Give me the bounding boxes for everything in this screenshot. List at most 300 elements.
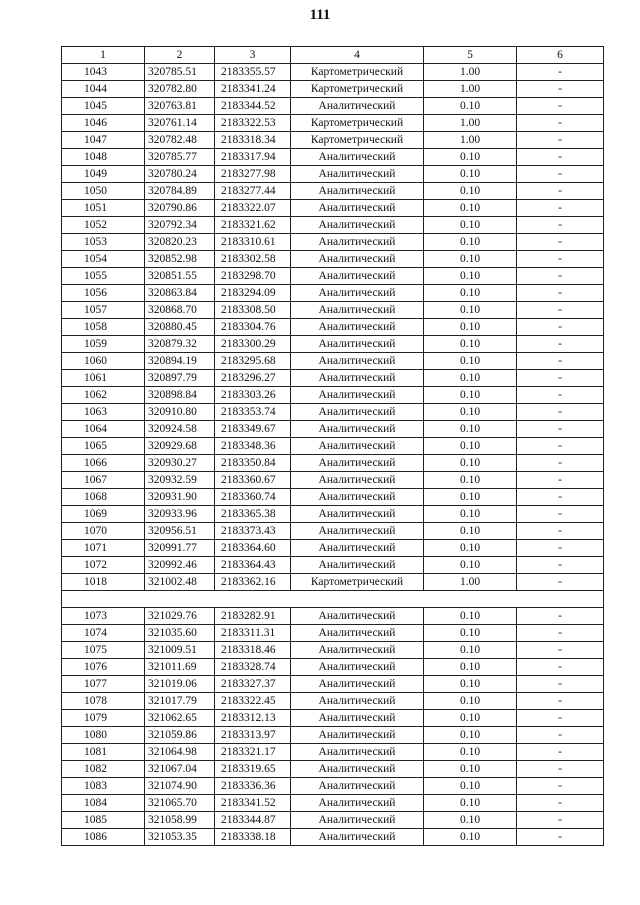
note-cell: - <box>517 149 604 166</box>
accuracy-cell: 0.10 <box>424 200 517 217</box>
table-row <box>62 183 604 200</box>
accuracy-cell: 0.10 <box>424 676 517 693</box>
y-coordinate-cell: 2183364.43 <box>215 557 291 574</box>
table-row <box>62 472 604 489</box>
table-row <box>62 761 604 778</box>
method-cell: Аналитический <box>291 251 424 268</box>
note-cell: - <box>517 608 604 625</box>
note-cell: - <box>517 132 604 149</box>
point-number-cell: 1054 <box>62 251 145 268</box>
method-cell: Аналитический <box>291 489 424 506</box>
table-row <box>62 608 604 625</box>
point-number-cell: 1073 <box>62 608 145 625</box>
table-row <box>62 64 604 81</box>
accuracy-cell: 0.10 <box>424 370 517 387</box>
y-coordinate-cell: 2183304.76 <box>215 319 291 336</box>
note-cell: - <box>517 404 604 421</box>
table-row <box>62 795 604 812</box>
y-coordinate-cell: 2183322.53 <box>215 115 291 132</box>
table-row <box>62 302 604 319</box>
table-row <box>62 489 604 506</box>
x-coordinate-cell: 320924.58 <box>145 421 215 438</box>
point-number-cell: 1063 <box>62 404 145 421</box>
accuracy-cell: 0.10 <box>424 387 517 404</box>
table-row <box>62 251 604 268</box>
accuracy-cell: 0.10 <box>424 234 517 251</box>
table-row <box>62 98 604 115</box>
table-row <box>62 727 604 744</box>
table-header-row <box>62 47 604 64</box>
table-row <box>62 540 604 557</box>
accuracy-cell: 0.10 <box>424 744 517 761</box>
method-cell: Аналитический <box>291 370 424 387</box>
method-cell: Аналитический <box>291 455 424 472</box>
method-cell: Аналитический <box>291 200 424 217</box>
point-number-cell: 1050 <box>62 183 145 200</box>
method-cell: Аналитический <box>291 472 424 489</box>
method-cell: Аналитический <box>291 285 424 302</box>
table-row <box>62 625 604 642</box>
section-separator-row <box>62 591 604 608</box>
note-cell: - <box>517 727 604 744</box>
accuracy-cell: 0.10 <box>424 268 517 285</box>
method-cell: Аналитический <box>291 812 424 829</box>
point-number-cell: 1068 <box>62 489 145 506</box>
column-header: 6 <box>517 47 604 64</box>
method-cell: Аналитический <box>291 795 424 812</box>
y-coordinate-cell: 2183341.52 <box>215 795 291 812</box>
method-cell: Аналитический <box>291 421 424 438</box>
accuracy-cell: 0.10 <box>424 353 517 370</box>
table-row <box>62 574 604 591</box>
point-number-cell: 1056 <box>62 285 145 302</box>
point-number-cell: 1066 <box>62 455 145 472</box>
x-coordinate-cell: 320792.34 <box>145 217 215 234</box>
method-cell: Аналитический <box>291 829 424 846</box>
x-coordinate-cell: 320820.23 <box>145 234 215 251</box>
x-coordinate-cell: 320898.84 <box>145 387 215 404</box>
point-number-cell: 1067 <box>62 472 145 489</box>
table-row <box>62 693 604 710</box>
point-number-cell: 1077 <box>62 676 145 693</box>
x-coordinate-cell: 320784.89 <box>145 183 215 200</box>
y-coordinate-cell: 2183321.17 <box>215 744 291 761</box>
method-cell: Аналитический <box>291 438 424 455</box>
x-coordinate-cell: 321002.48 <box>145 574 215 591</box>
note-cell: - <box>517 285 604 302</box>
point-number-cell: 1048 <box>62 149 145 166</box>
accuracy-cell: 0.10 <box>424 98 517 115</box>
point-number-cell: 1082 <box>62 761 145 778</box>
note-cell: - <box>517 200 604 217</box>
table-row <box>62 217 604 234</box>
y-coordinate-cell: 2183277.44 <box>215 183 291 200</box>
method-cell: Аналитический <box>291 336 424 353</box>
y-coordinate-cell: 2183298.70 <box>215 268 291 285</box>
table-row <box>62 438 604 455</box>
point-number-cell: 1046 <box>62 115 145 132</box>
note-cell: - <box>517 642 604 659</box>
x-coordinate-cell: 320785.77 <box>145 149 215 166</box>
method-cell: Аналитический <box>291 217 424 234</box>
separator-cell <box>62 591 604 608</box>
y-coordinate-cell: 2183373.43 <box>215 523 291 540</box>
table-row <box>62 387 604 404</box>
point-number-cell: 1078 <box>62 693 145 710</box>
note-cell: - <box>517 302 604 319</box>
accuracy-cell: 0.10 <box>424 166 517 183</box>
y-coordinate-cell: 2183322.45 <box>215 693 291 710</box>
x-coordinate-cell: 320880.45 <box>145 319 215 336</box>
point-number-cell: 1065 <box>62 438 145 455</box>
y-coordinate-cell: 2183364.60 <box>215 540 291 557</box>
x-coordinate-cell: 320897.79 <box>145 370 215 387</box>
y-coordinate-cell: 2183312.13 <box>215 710 291 727</box>
x-coordinate-cell: 320851.55 <box>145 268 215 285</box>
table-row <box>62 353 604 370</box>
y-coordinate-cell: 2183350.84 <box>215 455 291 472</box>
method-cell: Аналитический <box>291 727 424 744</box>
table-row <box>62 557 604 574</box>
y-coordinate-cell: 2183344.87 <box>215 812 291 829</box>
point-number-cell: 1079 <box>62 710 145 727</box>
x-coordinate-cell: 320852.98 <box>145 251 215 268</box>
coordinates-table <box>61 46 604 846</box>
table-row <box>62 132 604 149</box>
note-cell: - <box>517 506 604 523</box>
x-coordinate-cell: 320992.46 <box>145 557 215 574</box>
accuracy-cell: 1.00 <box>424 81 517 98</box>
note-cell: - <box>517 557 604 574</box>
method-cell: Аналитический <box>291 642 424 659</box>
note-cell: - <box>517 829 604 846</box>
point-number-cell: 1055 <box>62 268 145 285</box>
accuracy-cell: 0.10 <box>424 149 517 166</box>
point-number-cell: 1057 <box>62 302 145 319</box>
method-cell: Аналитический <box>291 523 424 540</box>
method-cell: Аналитический <box>291 744 424 761</box>
x-coordinate-cell: 321065.70 <box>145 795 215 812</box>
note-cell: - <box>517 64 604 81</box>
accuracy-cell: 0.10 <box>424 540 517 557</box>
note-cell: - <box>517 693 604 710</box>
accuracy-cell: 0.10 <box>424 642 517 659</box>
note-cell: - <box>517 234 604 251</box>
method-cell: Аналитический <box>291 404 424 421</box>
point-number-cell: 1086 <box>62 829 145 846</box>
x-coordinate-cell: 321059.86 <box>145 727 215 744</box>
y-coordinate-cell: 2183360.67 <box>215 472 291 489</box>
table-row <box>62 404 604 421</box>
table-row <box>62 115 604 132</box>
method-cell: Аналитический <box>291 98 424 115</box>
accuracy-cell: 0.10 <box>424 217 517 234</box>
table-row <box>62 421 604 438</box>
x-coordinate-cell: 321035.60 <box>145 625 215 642</box>
y-coordinate-cell: 2183360.74 <box>215 489 291 506</box>
note-cell: - <box>517 676 604 693</box>
table-row <box>62 455 604 472</box>
x-coordinate-cell: 320790.86 <box>145 200 215 217</box>
y-coordinate-cell: 2183317.94 <box>215 149 291 166</box>
table-row <box>62 642 604 659</box>
y-coordinate-cell: 2183294.09 <box>215 285 291 302</box>
accuracy-cell: 0.10 <box>424 336 517 353</box>
accuracy-cell: 0.10 <box>424 812 517 829</box>
y-coordinate-cell: 2183311.31 <box>215 625 291 642</box>
accuracy-cell: 0.10 <box>424 455 517 472</box>
table-row <box>62 336 604 353</box>
table-row <box>62 523 604 540</box>
y-coordinate-cell: 2183348.36 <box>215 438 291 455</box>
note-cell: - <box>517 421 604 438</box>
point-number-cell: 1060 <box>62 353 145 370</box>
x-coordinate-cell: 320910.80 <box>145 404 215 421</box>
table-row <box>62 234 604 251</box>
note-cell: - <box>517 540 604 557</box>
column-header: 5 <box>424 47 517 64</box>
x-coordinate-cell: 320868.70 <box>145 302 215 319</box>
point-number-cell: 1076 <box>62 659 145 676</box>
accuracy-cell: 0.10 <box>424 761 517 778</box>
method-cell: Аналитический <box>291 761 424 778</box>
note-cell: - <box>517 812 604 829</box>
method-cell: Аналитический <box>291 319 424 336</box>
table-row <box>62 659 604 676</box>
x-coordinate-cell: 320930.27 <box>145 455 215 472</box>
point-number-cell: 1081 <box>62 744 145 761</box>
table-row <box>62 676 604 693</box>
accuracy-cell: 0.10 <box>424 251 517 268</box>
table-row <box>62 200 604 217</box>
point-number-cell: 1058 <box>62 319 145 336</box>
accuracy-cell: 0.10 <box>424 302 517 319</box>
accuracy-cell: 0.10 <box>424 608 517 625</box>
method-cell: Аналитический <box>291 183 424 200</box>
x-coordinate-cell: 320933.96 <box>145 506 215 523</box>
accuracy-cell: 0.10 <box>424 659 517 676</box>
note-cell: - <box>517 115 604 132</box>
point-number-cell: 1084 <box>62 795 145 812</box>
table-row <box>62 149 604 166</box>
point-number-cell: 1083 <box>62 778 145 795</box>
accuracy-cell: 1.00 <box>424 115 517 132</box>
column-header: 1 <box>62 47 145 64</box>
x-coordinate-cell: 320991.77 <box>145 540 215 557</box>
y-coordinate-cell: 2183322.07 <box>215 200 291 217</box>
x-coordinate-cell: 320782.80 <box>145 81 215 98</box>
point-number-cell: 1043 <box>62 64 145 81</box>
accuracy-cell: 0.10 <box>424 183 517 200</box>
y-coordinate-cell: 2183308.50 <box>215 302 291 319</box>
column-header: 4 <box>291 47 424 64</box>
method-cell: Аналитический <box>291 353 424 370</box>
y-coordinate-cell: 2183321.62 <box>215 217 291 234</box>
y-coordinate-cell: 2183355.57 <box>215 64 291 81</box>
table-row <box>62 268 604 285</box>
note-cell: - <box>517 319 604 336</box>
column-header: 2 <box>145 47 215 64</box>
point-number-cell: 1018 <box>62 574 145 591</box>
accuracy-cell: 0.10 <box>424 421 517 438</box>
accuracy-cell: 0.10 <box>424 727 517 744</box>
method-cell: Картометрический <box>291 64 424 81</box>
x-coordinate-cell: 320894.19 <box>145 353 215 370</box>
method-cell: Аналитический <box>291 166 424 183</box>
y-coordinate-cell: 2183296.27 <box>215 370 291 387</box>
x-coordinate-cell: 321017.79 <box>145 693 215 710</box>
x-coordinate-cell: 321062.65 <box>145 710 215 727</box>
y-coordinate-cell: 2183328.74 <box>215 659 291 676</box>
accuracy-cell: 0.10 <box>424 472 517 489</box>
table-row <box>62 710 604 727</box>
accuracy-cell: 0.10 <box>424 438 517 455</box>
y-coordinate-cell: 2183353.74 <box>215 404 291 421</box>
x-coordinate-cell: 320782.48 <box>145 132 215 149</box>
x-coordinate-cell: 320763.81 <box>145 98 215 115</box>
y-coordinate-cell: 2183362.16 <box>215 574 291 591</box>
y-coordinate-cell: 2183300.29 <box>215 336 291 353</box>
table-row <box>62 506 604 523</box>
method-cell: Картометрический <box>291 81 424 98</box>
x-coordinate-cell: 320956.51 <box>145 523 215 540</box>
x-coordinate-cell: 321009.51 <box>145 642 215 659</box>
table-row <box>62 285 604 302</box>
x-coordinate-cell: 320932.59 <box>145 472 215 489</box>
table-row <box>62 370 604 387</box>
table-row <box>62 829 604 846</box>
point-number-cell: 1064 <box>62 421 145 438</box>
y-coordinate-cell: 2183327.37 <box>215 676 291 693</box>
x-coordinate-cell: 320761.14 <box>145 115 215 132</box>
accuracy-cell: 0.10 <box>424 829 517 846</box>
point-number-cell: 1047 <box>62 132 145 149</box>
y-coordinate-cell: 2183295.68 <box>215 353 291 370</box>
method-cell: Аналитический <box>291 608 424 625</box>
note-cell: - <box>517 353 604 370</box>
note-cell: - <box>517 523 604 540</box>
method-cell: Картометрический <box>291 115 424 132</box>
accuracy-cell: 0.10 <box>424 710 517 727</box>
y-coordinate-cell: 2183310.61 <box>215 234 291 251</box>
point-number-cell: 1062 <box>62 387 145 404</box>
accuracy-cell: 0.10 <box>424 285 517 302</box>
y-coordinate-cell: 2183336.36 <box>215 778 291 795</box>
accuracy-cell: 0.10 <box>424 319 517 336</box>
method-cell: Аналитический <box>291 234 424 251</box>
table-row <box>62 812 604 829</box>
note-cell: - <box>517 761 604 778</box>
note-cell: - <box>517 387 604 404</box>
point-number-cell: 1069 <box>62 506 145 523</box>
note-cell: - <box>517 370 604 387</box>
point-number-cell: 1080 <box>62 727 145 744</box>
point-number-cell: 1059 <box>62 336 145 353</box>
y-coordinate-cell: 2183341.24 <box>215 81 291 98</box>
note-cell: - <box>517 251 604 268</box>
y-coordinate-cell: 2183318.34 <box>215 132 291 149</box>
y-coordinate-cell: 2183313.97 <box>215 727 291 744</box>
x-coordinate-cell: 321053.35 <box>145 829 215 846</box>
x-coordinate-cell: 321074.90 <box>145 778 215 795</box>
accuracy-cell: 0.10 <box>424 693 517 710</box>
x-coordinate-cell: 321019.06 <box>145 676 215 693</box>
x-coordinate-cell: 320863.84 <box>145 285 215 302</box>
method-cell: Аналитический <box>291 625 424 642</box>
accuracy-cell: 0.10 <box>424 523 517 540</box>
note-cell: - <box>517 183 604 200</box>
method-cell: Картометрический <box>291 132 424 149</box>
note-cell: - <box>517 795 604 812</box>
accuracy-cell: 1.00 <box>424 132 517 149</box>
point-number-cell: 1074 <box>62 625 145 642</box>
y-coordinate-cell: 2183344.52 <box>215 98 291 115</box>
y-coordinate-cell: 2183365.38 <box>215 506 291 523</box>
point-number-cell: 1044 <box>62 81 145 98</box>
x-coordinate-cell: 321064.98 <box>145 744 215 761</box>
point-number-cell: 1072 <box>62 557 145 574</box>
method-cell: Аналитический <box>291 693 424 710</box>
x-coordinate-cell: 321058.99 <box>145 812 215 829</box>
accuracy-cell: 1.00 <box>424 574 517 591</box>
y-coordinate-cell: 2183303.26 <box>215 387 291 404</box>
y-coordinate-cell: 2183277.98 <box>215 166 291 183</box>
note-cell: - <box>517 455 604 472</box>
accuracy-cell: 0.10 <box>424 506 517 523</box>
x-coordinate-cell: 320931.90 <box>145 489 215 506</box>
note-cell: - <box>517 166 604 183</box>
x-coordinate-cell: 321067.04 <box>145 761 215 778</box>
point-number-cell: 1053 <box>62 234 145 251</box>
y-coordinate-cell: 2183302.58 <box>215 251 291 268</box>
note-cell: - <box>517 98 604 115</box>
point-number-cell: 1071 <box>62 540 145 557</box>
table-row <box>62 81 604 98</box>
point-number-cell: 1045 <box>62 98 145 115</box>
note-cell: - <box>517 744 604 761</box>
point-number-cell: 1049 <box>62 166 145 183</box>
point-number-cell: 1052 <box>62 217 145 234</box>
method-cell: Аналитический <box>291 302 424 319</box>
accuracy-cell: 1.00 <box>424 64 517 81</box>
note-cell: - <box>517 710 604 727</box>
note-cell: - <box>517 217 604 234</box>
page-number: 111 <box>309 7 331 23</box>
table-row <box>62 166 604 183</box>
table-row <box>62 744 604 761</box>
method-cell: Аналитический <box>291 149 424 166</box>
accuracy-cell: 0.10 <box>424 625 517 642</box>
x-coordinate-cell: 320780.24 <box>145 166 215 183</box>
y-coordinate-cell: 2183338.18 <box>215 829 291 846</box>
method-cell: Аналитический <box>291 506 424 523</box>
point-number-cell: 1075 <box>62 642 145 659</box>
method-cell: Аналитический <box>291 676 424 693</box>
y-coordinate-cell: 2183319.65 <box>215 761 291 778</box>
note-cell: - <box>517 336 604 353</box>
note-cell: - <box>517 625 604 642</box>
y-coordinate-cell: 2183318.46 <box>215 642 291 659</box>
note-cell: - <box>517 438 604 455</box>
accuracy-cell: 0.10 <box>424 557 517 574</box>
accuracy-cell: 0.10 <box>424 404 517 421</box>
method-cell: Картометрический <box>291 574 424 591</box>
note-cell: - <box>517 472 604 489</box>
method-cell: Аналитический <box>291 710 424 727</box>
accuracy-cell: 0.10 <box>424 795 517 812</box>
table-row <box>62 319 604 336</box>
note-cell: - <box>517 778 604 795</box>
